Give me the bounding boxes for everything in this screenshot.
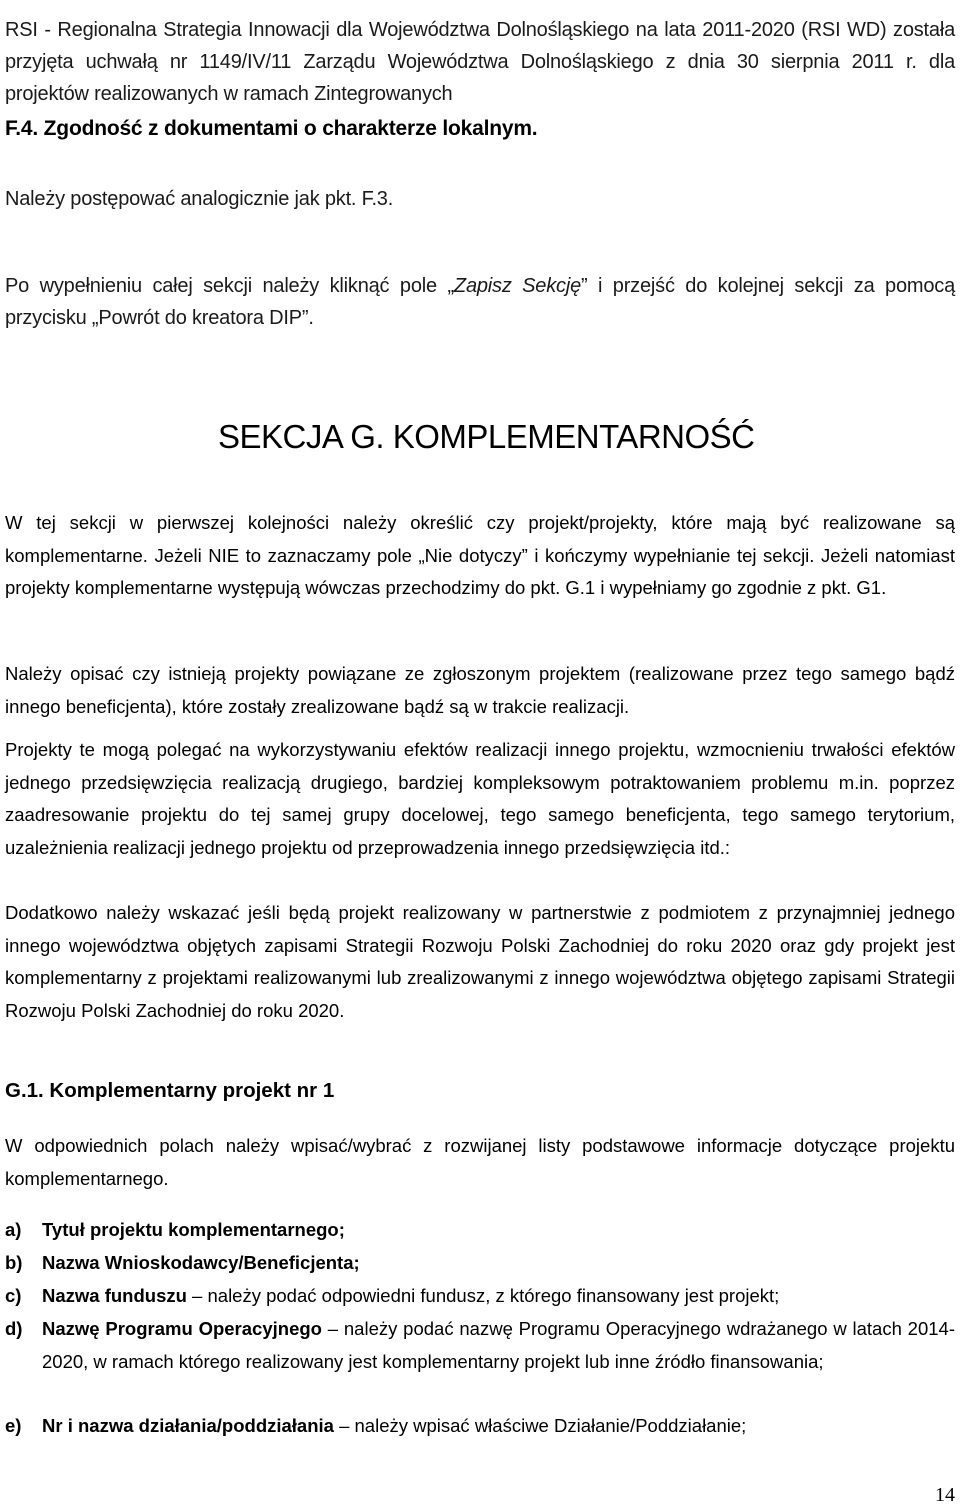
f4-heading: F.4. Zgodność z dokumentami o charakterze lokalnym. [5, 117, 538, 140]
g1-heading: G.1. Komplementarny projekt nr 1 [5, 1079, 335, 1102]
page-number: 14 [935, 1484, 955, 1506]
g1-intro: W odpowiednich polach należy wpisać/wybrać z rozwijanej listy podstawowe informacje dotyczące projektu komplementarnego. [5, 1135, 955, 1189]
save-instruction: Po wypełnieniu całej sekcji należy kliknąć pole „Zapisz Sekcję” i przejść do kolejnej sekcji za pomocą przycisku „Powrót do kreatora DIP”. [5, 275, 955, 329]
section-title: SEKCJA G. KOMPLEMENTARNOŚĆ [218, 418, 755, 455]
intro-paragraph: RSI - Regionalna Strategia Innowacji dla Województwa Dolnośląskiego na lata 2011-2020 (RSI WD) została przyjęta uchwałą nr 1149/IV/11 Zarządu Województwa Dolnośląskiego z dnia 30 sierpnia 2011 r. dla projektów realizowanych w ramach Zintegrowanych [5, 19, 955, 105]
section-g-paragraph-2: Należy opisać czy istnieją projekty powiązane ze zgłoszonym projektem (realizowane przez tego samego bądź innego beneficjenta), które zostały zrealizowane bądź są w trakcie realizacji. [5, 663, 955, 717]
section-g-paragraph-3: Projekty te mogą polegać na wykorzystywaniu efektów realizacji innego projektu, wzmocnieniu trwałości efektów jednego przedsięwzięcia realizacją drugiego, bardziej kompleksowym potraktowaniem problemu m.in. poprzez zaadresowanie projektu do tej samej grupy docelowej, tego samego beneficjenta, tego samego terytorium, uzależnienia realizacji jednego projektu od przeprowadzenia innego przedsięwzięcia itd.: [5, 739, 955, 858]
section-g-paragraph-4: Dodatkowo należy wskazać jeśli będą projekt realizowany w partnerstwie z podmiotem z przynajmniej jednego innego województwa objętych zapisami Strategii Rozwoju Polski Zachodniej do roku 2020 oraz gdy projekt jest komplementarny z projektami realizowanymi lub zrealizowanymi z innego województwa objętego zapisami Strategii Rozwoju Polski Zachodniej do roku 2020. [5, 902, 955, 1021]
back-to-creator-label: Powrót do kreatora DIP [98, 307, 302, 329]
section-g-paragraph-1: W tej sekcji w pierwszej kolejności należy określić czy projekt/projekty, które mają być realizowane są komplementarne. Jeżeli NIE to zaznaczamy pole „Nie dotyczy” i kończymy wypełnianie tej sekcji. Jeżeli natomiast projekty komplementarne występują wówczas przechodzimy do pkt. G.1 i wypełniamy go zgodnie z pkt. G1. [5, 512, 955, 598]
save-section-label: Zapisz Sekcję [453, 275, 581, 297]
f4-text: Należy postępować analogicznie jak pkt. F.3. [5, 188, 394, 210]
